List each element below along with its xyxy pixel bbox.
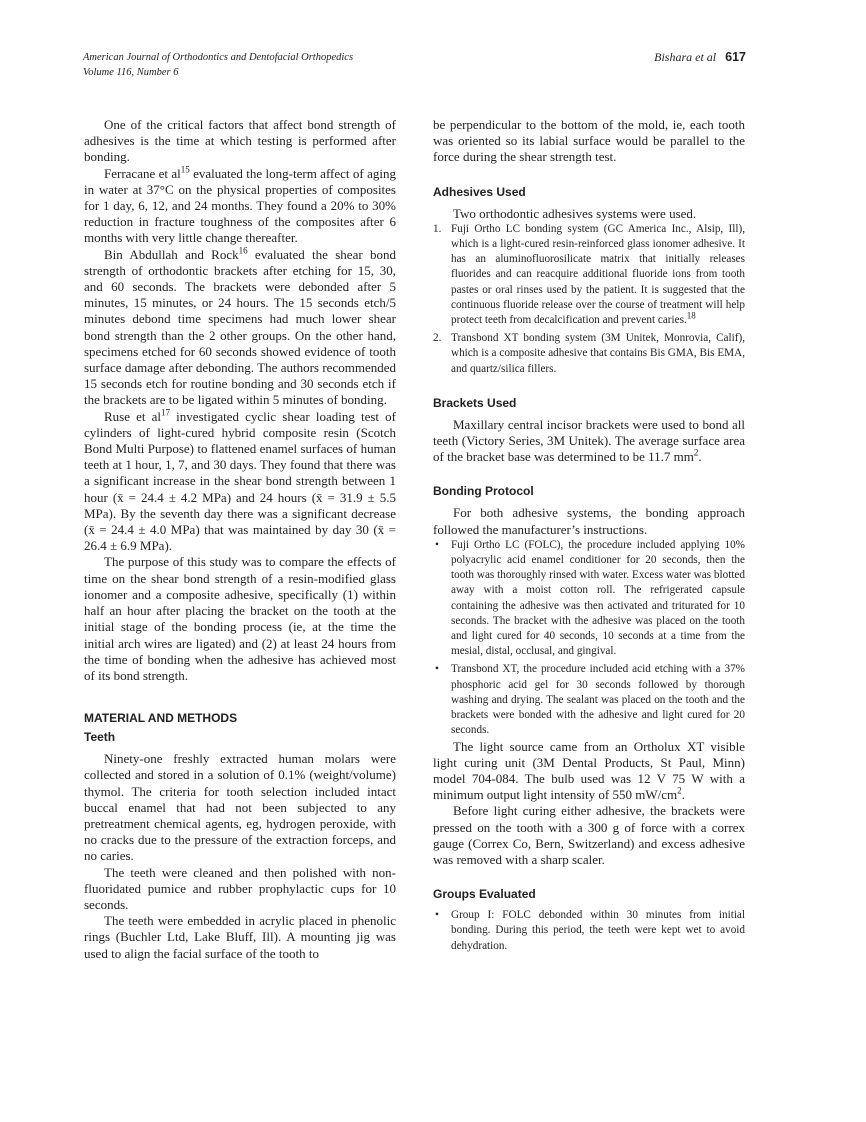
paragraph: One of the critical factors that affect bond strength of adhesives is the time at which testing is performed after bonding. — [84, 117, 396, 165]
paragraph — [433, 739, 745, 804]
subsection-heading: Groups Evaluated — [433, 887, 536, 902]
paragraph — [84, 166, 396, 247]
paragraph: The teeth were cleaned and then polished with non-fluoridated pumice and rubber prophylactic cups for 10 seconds. — [84, 864, 396, 912]
list-number: 2. — [433, 332, 442, 345]
adhesives-list — [433, 222, 745, 377]
list-item — [433, 538, 745, 660]
running-header — [83, 50, 746, 84]
list-item — [433, 908, 745, 954]
text-run: Ferracane et al — [104, 165, 181, 181]
list-item — [433, 222, 745, 328]
journal-title: American Journal of Orthodontics and Dentofacial Orthopedics — [83, 52, 354, 63]
section-heading: MATERIAL AND METHODS — [84, 711, 238, 726]
left-column — [84, 117, 396, 962]
text-run: evaluated the shear bond strength of orthodontic brackets after etching for 15, 30, and 60 seconds. The brackets were debonded after 5 minutes, 15 minutes, or 24 hours. The 15 seconds etch/5 minutes debond time specimens had much lower shear bond strength than the 2 other groups. On the other hand, specimens etched for 60 seconds showed evidence of tooth surface damage after debonding. The authors recommended 15 seconds etch for routine bonding and 30 seconds etch if the brackets are to be ligated within 5 minutes of bonding. — [84, 246, 396, 408]
paragraph: The purpose of this study was to compare the effects of time on the shear bond strength of a resin-modified glass ionomer and a composite adhesive, specifically (1) within half an hour after placing the bracket on the tooth at the initial stage of the bonding process (ie, at the time the initial arch wires are ligated) and (2) at least 24 hours from the time of bonding when the adhesive has achieved most of its bond strength. — [84, 554, 396, 683]
citation: 16 — [238, 245, 248, 256]
bullet-icon: • — [435, 909, 439, 922]
citation: 15 — [180, 164, 190, 175]
subsection-heading: Bonding Protocol — [433, 484, 534, 499]
text-run: Ruse et al — [104, 408, 162, 424]
list-item-text: Transbond XT, the procedure included acid etching with a 37% phosphoric acid gel for 30 seconds followed by thorough washing and drying. The sealant was placed on the tooth and the brackets were bonded with the adhesive and light cured for 20 seconds. — [451, 663, 745, 737]
text-run: . — [698, 449, 702, 465]
text-run: Bin Abdullah and Rock — [104, 246, 239, 262]
protocol-list — [433, 538, 745, 739]
list-item — [433, 662, 745, 738]
list-item — [433, 331, 745, 377]
bullet-icon: • — [435, 538, 439, 551]
running-author: Bishara et al — [654, 50, 717, 64]
list-item-text: Fuji Ortho LC (FOLC), the procedure included applying 10% polyacrylic acid enamel conditioner for 20 seconds, then the tooth was thoroughly rinsed with water. Excess water was blotted away with a moist cotton roll. The refrigerated capsule containing the adhesive was then activated and triturated for 10 seconds. The bracket with the adhesive was placed on the tooth and light cured for 40 seconds, 10 seconds at a time from the mesial, distal, occlusal, and gingival. — [451, 538, 745, 658]
subsection-heading: Brackets Used — [433, 395, 517, 410]
page-info — [654, 50, 746, 65]
journal-info — [83, 50, 353, 80]
citation: 17 — [161, 407, 171, 418]
page-number: 617 — [725, 50, 746, 64]
bullet-icon: • — [435, 663, 439, 676]
paragraph: Before light curing either adhesive, the brackets were pressed on the tooth with a 300 g of force with a correx gauge (Correx Co, Bern, Switzerland) and excess adhesive was removed with a sharp scaler. — [433, 803, 745, 867]
list-number: 1. — [433, 222, 442, 235]
paragraph — [84, 247, 396, 409]
list-item-text: Fuji Ortho LC bonding system (GC America Inc., Alsip, Ill), which is a light-cured resin-reinforced glass ionomer adhesive. It has an aluminofluorosilicate matrix that initially releases fluorides and can reacquire additional fluoride ions from tooth pastes or oral rinses used by the patient. It is suggested that the continuous fluoride release over the course of treatment will help protect teeth from decalcification and prevent caries. — [451, 222, 745, 327]
groups-list — [433, 908, 745, 954]
paragraph: The teeth were embedded in acrylic placed in phenolic rings (Buchler Ltd, Lake Bluff, Ill). A mounting jig was used to align the facial surface of the tooth to — [84, 913, 396, 961]
paragraph: Ninety-one freshly extracted human molars were collected and stored in a solution of 0.1% (weight/volume) thymol. The criteria for tooth selection included intact buccal enamel that had not been subjected to any pretreatment chemical agents, eg, hydrogen peroxide, with no cracks due to the pressure of the extraction forceps, and no caries. — [84, 751, 396, 864]
list-item-text: Group I: FOLC debonded within 30 minutes from initial bonding. During this period, the teeth were kept wet to avoid dehydration. — [451, 909, 745, 952]
text-run: Maxillary central incisor brackets were used to bond all teeth (Victory Series, 3M Unitek). The average surface area of the bracket base was determined to be 11.7 mm — [433, 416, 745, 465]
paragraph: Two orthodontic adhesives systems were used. — [453, 205, 697, 221]
paragraph: be perpendicular to the bottom of the mold, ie, each tooth was oriented so its labial surface would be parallel to the force during the shear strength test. — [433, 117, 745, 165]
subsection-heading: Adhesives Used — [433, 184, 526, 199]
journal-volume: Volume 116, Number 6 — [83, 67, 179, 78]
paragraph — [433, 417, 745, 466]
right-column — [433, 117, 745, 954]
list-item-text: Transbond XT bonding system (3M Unitek, Monrovia, Calif), which is a composite adhesive that contains Bis GMA, Bis EMA, and quartz/silica fillers. — [451, 332, 745, 375]
subsection-heading: Teeth — [84, 730, 116, 745]
paragraph: For both adhesive systems, the bonding approach followed the manufacturer’s instructions. — [433, 505, 745, 537]
text-run: evaluated the long-term affect of aging in water at 37°C on the physical properties of composites for 1 day, 6, 12, and 24 months. They found a 20% to 30% reduction in fracture toughness of the composites after 6 months with very little change thereafter. — [84, 165, 396, 246]
text-run: investigated cyclic shear loading test of cylinders of light-cured hybrid composite resin (Scotch Bond Multi Purpose) to flattened enamel surfaces of human teeth at 1 hour, 1, 7, and 30 days. They found that there was a significant increase in the shear bond strength between 1 hour (x̄ = 24.4 ± 4.2 MPa) and 24 hours (x̄ = 31.9 ± 5.5 MPa). By the seventh day there was a significant decrease (x̄ = 24.4 ± 4.0 MPa) that was maintained by day 30 (x̄ = 26.4 ± 6.9 MPa). — [84, 408, 397, 554]
text-run: . — [681, 787, 685, 803]
citation: 18 — [686, 310, 696, 321]
superscript: 2 — [693, 447, 699, 458]
superscript: 2 — [677, 785, 682, 796]
paragraph — [84, 409, 396, 555]
text-run: The light source came from an Ortholux XT visible light curing unit (3M Dental Products, St Paul, Minn) model 704-084. The bulb used was 12 V 75 W with a minimum output light intensity of 550 mW/cm — [433, 738, 745, 803]
